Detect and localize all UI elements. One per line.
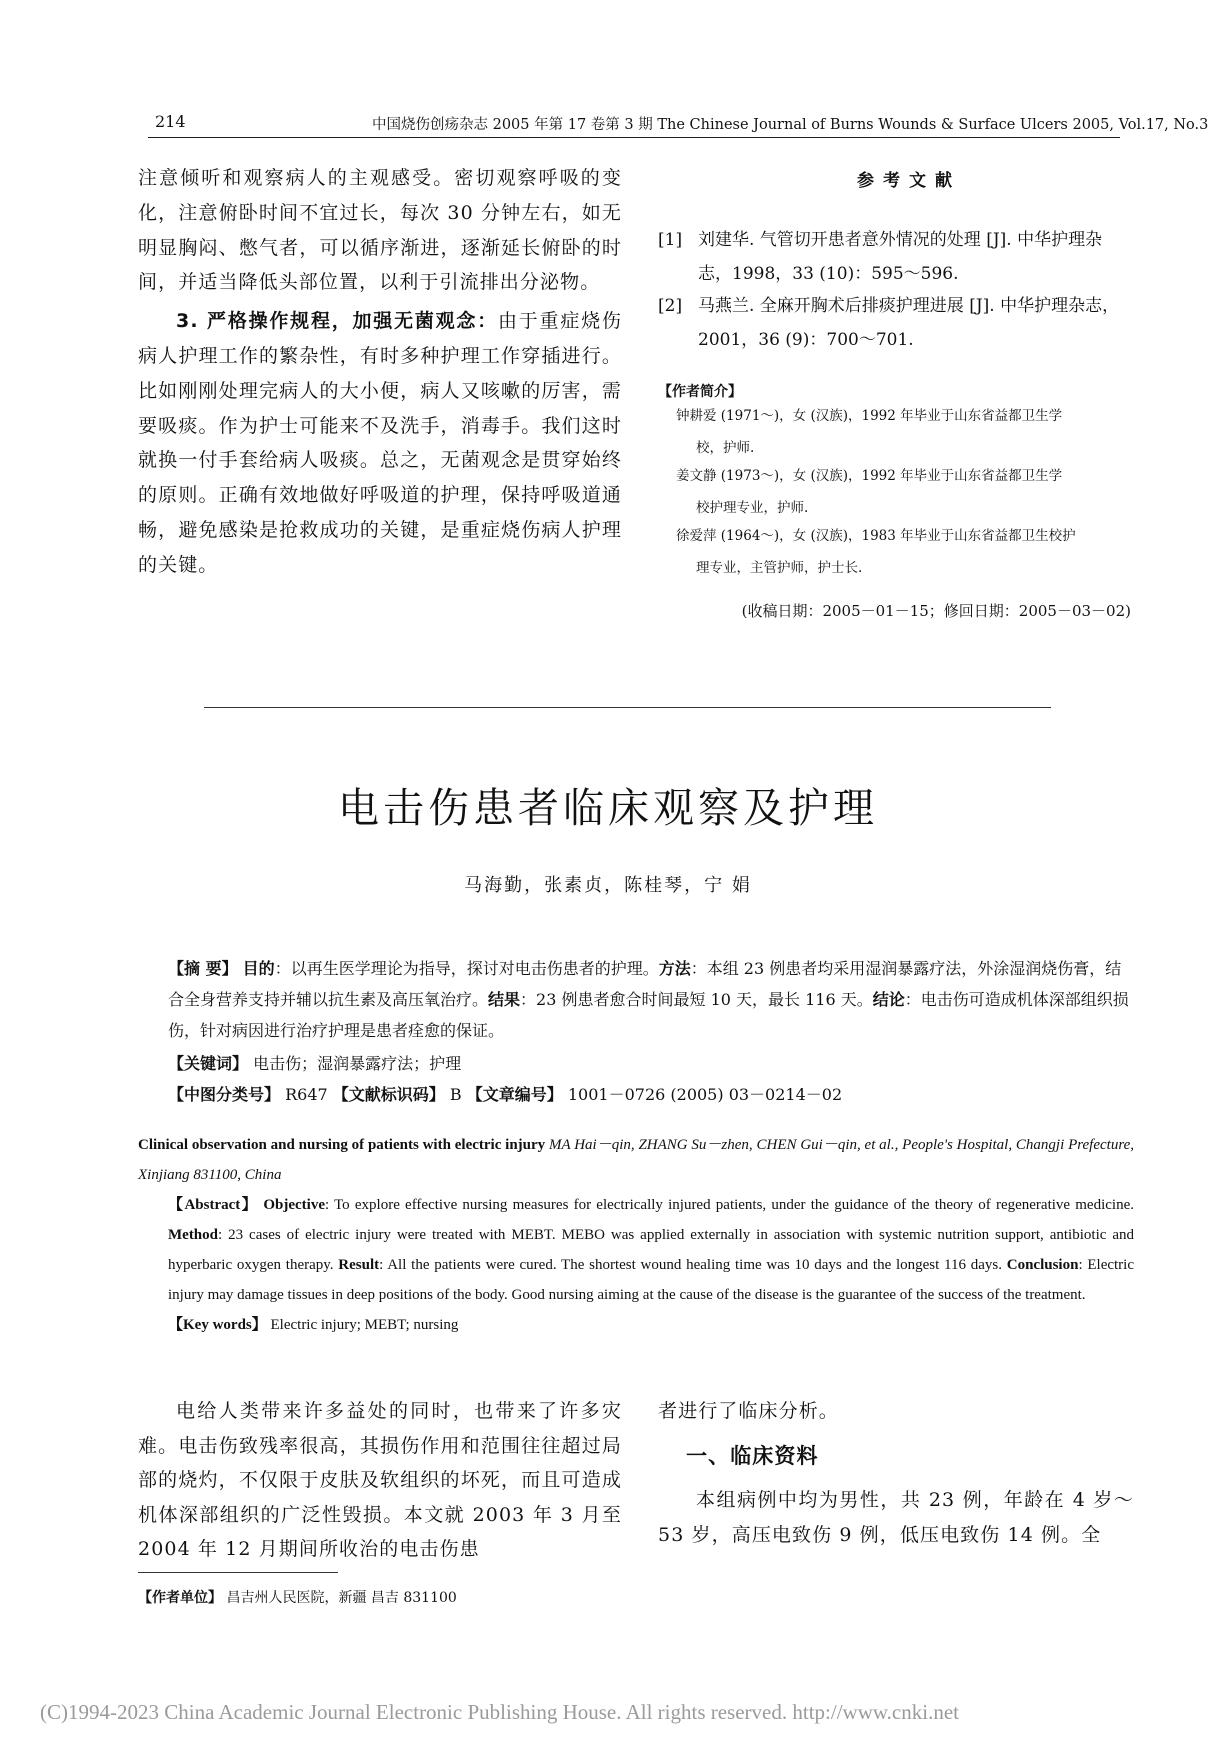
article-title: 电击伤患者临床观察及护理: [338, 784, 878, 832]
reference-text: 刘建华. 气管切开患者意外情况的处理 [J]. 中华护理杂志，1998，33 (10)：595～596.: [698, 230, 1103, 284]
prev-article-left-column: [138, 161, 622, 583]
page-number: 214: [155, 112, 186, 131]
body-paragraph-continued: 者进行了临床分析。: [658, 1400, 839, 1422]
classification-line: [168, 1079, 1132, 1110]
affiliation-label: 【作者单位】: [138, 1590, 222, 1606]
reference-item: [658, 290, 1133, 357]
conclusion-text: ：电击伤可造成机体深部组织损伤，针对病因进行治疗护理是患者痊愈的保证。: [168, 990, 1129, 1040]
copyright-watermark: (C)1994-2023 China Academic Journal Electronic Publishing House. All rights reserved. http://www.cnki.net: [40, 1700, 959, 1724]
affiliation-footnote: [138, 1587, 457, 1607]
method-label: 方法: [658, 959, 691, 978]
footnote-rule: [138, 1572, 338, 1573]
english-method-label: Method: [168, 1227, 218, 1243]
english-result-label: Result: [338, 1257, 380, 1273]
keywords-label: 【关键词】: [168, 1054, 249, 1073]
prev-paragraph-2-body: 由于重症烧伤病人护理工作的繁杂性，有时多种护理工作穿插进行。比如刚刚处理完病人的大小便，病人又咳嗽的厉害，需要吸痰。作为护士可能来不及洗手，消毒手。我们这时就换一付手套给病人吸痰。总之，无菌观念是贯穿始终的原则。正确有效地做好呼吸道的护理，保持呼吸道通畅，避免感染是抢救成功的关键，是重症烧伤病人护理的关键。: [138, 310, 622, 576]
result-label: 结果: [488, 990, 521, 1009]
body-paragraph: 电给人类带来许多益处的同时，也带来了许多灾难。电击伤致残率很高，其损伤作用和范围往往超过局部的烧灼，不仅限于皮肤及软组织的坏死，而且可造成机体深部组织的广泛性毁损。本文就 2003 年 3 月至 2004 年 12 月期间所收治的电击伤患: [138, 1400, 622, 1560]
prev-paragraph-1: 注意倾听和观察病人的主观感受。密切观察呼吸的变化，注意俯卧时间不宜过长，每次 30 分钟左右，如无明显胸闷、憋气者，可以循序渐进，逐渐延长俯卧的时间，并适当降低头部位置，以利于引流排出分泌物。: [138, 167, 622, 294]
english-abstract-label: 【Abstract】: [168, 1197, 259, 1213]
author-bio: [676, 521, 1134, 584]
prev-paragraph-2-heading: 3. 严格操作规程，加强无菌观念：: [176, 310, 498, 333]
conclusion-label: 结论: [872, 990, 905, 1009]
reference-item: [658, 224, 1133, 291]
running-header: 中国烧伤创疡杂志 2005 年第 17 卷第 3 期 The Chinese Journal of Burns Wounds & Surface Ulcers 2005, Vol.17, No.3: [372, 117, 1209, 133]
english-keywords-line: [138, 1310, 1134, 1340]
author-bio-line: 徐爱萍 (1964～)，女 (汉族)，1983 年毕业于山东省益都卫生校护: [676, 528, 1076, 544]
article-number-label: 【文章编号】: [466, 1085, 563, 1104]
header-rule: [148, 137, 1120, 138]
body-paragraph: 本组病例中均为男性，共 23 例，年龄在 4 岁～53 岁，高压电致伤 9 例，低压电致伤 14 例。全: [658, 1489, 1134, 1546]
author-bio-line: 姜文静 (1973～)，女 (汉族)，1992 年毕业于山东省益都卫生学: [676, 468, 1063, 484]
author-bio-line: 理专业，主管护师，护士长.: [696, 559, 863, 576]
reference-number: [2]: [658, 296, 683, 316]
english-objective: : To explore effective nursing measures for electrically injured patients, under the guidance of the theory of regenerative medicine.: [324, 1197, 1134, 1213]
author-bio: [676, 401, 1134, 464]
reference-number: [1]: [658, 230, 683, 250]
classification-value: R647: [285, 1085, 328, 1104]
english-abstract-paragraph: [138, 1190, 1134, 1310]
english-abstract: [138, 1130, 1134, 1340]
english-title: Clinical observation and nursing of patients with electric injury: [138, 1137, 546, 1153]
reference-text: 马燕兰. 全麻开胸术后排痰护理进展 [J]. 中华护理杂志，2001，36 (9)：700～701.: [698, 296, 1120, 350]
keywords-line: [168, 1048, 1132, 1079]
author-bio-line: 钟耕爱 (1971～)，女 (汉族)，1992 年毕业于山东省益都卫生学: [676, 408, 1063, 424]
doc-code-value: B: [449, 1085, 462, 1104]
keywords-text: 电击伤；湿润暴露疗法；护理: [253, 1054, 462, 1073]
doc-code-label: 【文献标识码】: [332, 1085, 445, 1104]
objective-label: 目的: [242, 959, 275, 978]
result-text: ：23 例患者愈合时间最短 10 天，最长 116 天。: [520, 990, 873, 1009]
author-bio-line: 校，护师.: [696, 439, 755, 456]
english-authors: MA Hai－qin, ZHANG Su－zhen, CHEN Gui－qin, et al., People's Hospital, Changji Prefecture, Xinjiang 831100, China: [138, 1137, 1135, 1183]
body-right-column: [658, 1394, 1134, 1552]
article-number-value: 1001－0726 (2005) 03－0214－02: [567, 1085, 843, 1104]
english-result: : All the patients were cured. The shortest wound healing time was 10 days and the longest 116 days.: [379, 1257, 1002, 1273]
affiliation-text: 昌吉州人民医院，新疆 昌吉 831100: [226, 1590, 457, 1606]
objective-text: ：以再生医学理论为指导，探讨对电击伤患者的护理。: [274, 959, 659, 978]
english-method: : 23 cases of electric injury were treated with MEBT. MEBO was applied externally in association with systemic nutrition support, antibiotic and hyperbaric oxygen therapy.: [168, 1227, 1134, 1273]
english-keywords-label: 【Key words】: [168, 1317, 267, 1333]
author-bio-line: 校护理专业，护师.: [696, 499, 809, 516]
english-conclusion-label: Conclusion: [1006, 1257, 1079, 1273]
english-keywords: Electric injury; MEBT; nursing: [270, 1317, 459, 1333]
article-authors: 马海勤，张素贞，陈桂琴，宁 娟: [464, 875, 752, 896]
english-objective-label: Objective: [263, 1197, 325, 1213]
method-text: ：本组 23 例患者均采用湿润暴露疗法，外涂湿润烧伤膏，结合全身营养支持并辅以抗生素及高压氧治疗。: [168, 959, 1122, 1009]
abstract-label: 【摘 要】: [168, 959, 238, 978]
prev-paragraph-2: [138, 304, 622, 582]
english-title-line: [138, 1130, 1134, 1190]
body-left-column: [138, 1394, 622, 1567]
english-conclusion: : Electric injury may damage tissues in deep positions of the body. Good nursing aiming at the cause of the disease is the guarantee of the success of the treatment.: [168, 1257, 1135, 1303]
chinese-abstract: [168, 953, 1132, 1110]
author-bio: [676, 461, 1134, 524]
article-divider: [204, 707, 1051, 708]
references-title: 参考文献: [857, 171, 961, 191]
section-heading: 一、临床资料: [686, 1443, 819, 1468]
received-dates: (收稿日期：2005－01－15；修回日期：2005－03－02): [741, 602, 1131, 620]
author-bio-title: 【作者简介】: [658, 384, 742, 400]
classification-label: 【中图分类号】: [168, 1085, 281, 1104]
abstract-paragraph: [168, 953, 1132, 1046]
